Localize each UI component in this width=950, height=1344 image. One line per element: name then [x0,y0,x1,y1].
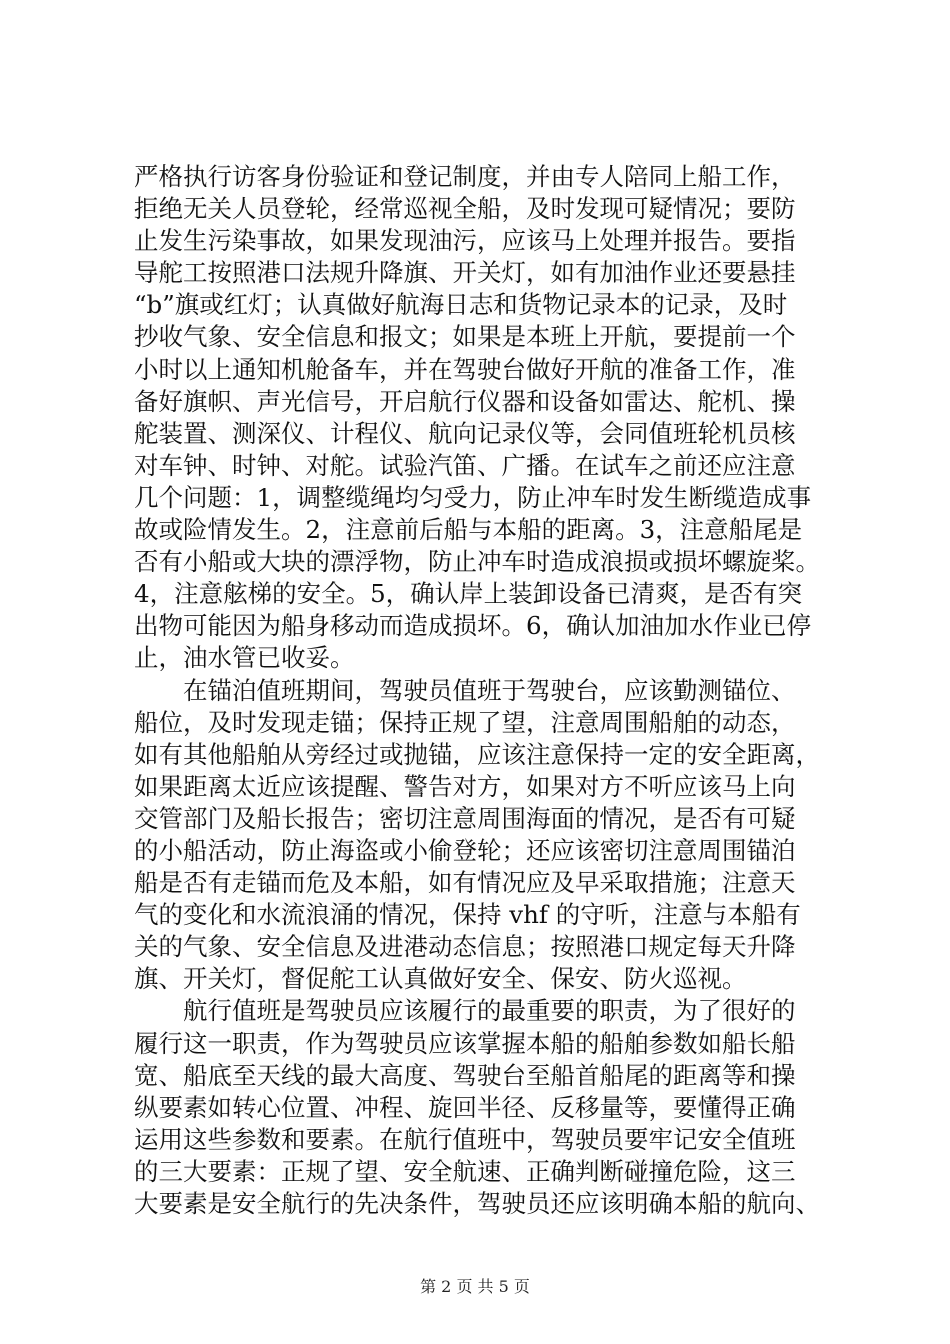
text-line: 备好旗帜、声光信号，开启航行仪器和设备如雷达、舵机、操 [134,386,796,416]
page-footer: 第 2 页 共 5 页 [420,1277,530,1296]
text-line: 对车钟、时钟、对舵。试验汽笛、广播。在试车之前还应注意 [134,450,796,480]
text-line: 止发生污染事故，如果发现油污，应该马上处理并报告。要指 [134,226,796,256]
text-line: 否有小船或大块的漂浮物，防止冲车时造成浪损或损坏螺旋桨。 [134,547,820,577]
text-line: 几个问题：1，调整缆绳均匀受力，防止冲车时发生断缆造成事 [134,482,812,512]
text-line: 在锚泊值班期间，驾驶员值班于驾驶台，应该勤测锚位、 [134,675,796,705]
text-line: 舵装置、测深仪、计程仪、航向记录仪等，会同值班轮机员核 [134,418,796,448]
text-line: 拒绝无关人员登轮，经常巡视全船，及时发现可疑情况；要防 [134,194,796,224]
text-line: 抄收气象、安全信息和报文；如果是本班上开航，要提前一个 [134,322,796,352]
text-line: 大要素是安全航行的先决条件，驾驶员还应该明确本船的航向、 [134,1189,820,1218]
text-line: 小时以上通知机舱备车，并在驾驶台做好开航的准备工作，准 [134,354,796,384]
text-line: 止，油水管已收妥。 [134,643,355,673]
text-line: 运用这些参数和要素。在航行值班中，驾驶员要牢记安全值班 [134,1124,796,1154]
text-line: 宽、船底至天线的最大高度、驾驶台至船首船尾的距离等和操 [134,1060,796,1090]
text-line: 严格执行访客身份验证和登记制度，并由专人陪同上船工作， [134,162,796,191]
text-line: 交管部门及船长报告；密切注意周围海面的情况，是否有可疑 [134,803,796,833]
text-line: 的三大要素：正规了望、安全航速、正确判断碰撞危险，这三 [134,1156,796,1186]
text-line: 出物可能因为船身移动而造成损坏。6，确认加油加水作业已停 [134,611,812,641]
text-line: 航行值班是驾驶员应该履行的最重要的职责，为了很好的 [134,996,796,1026]
text-line: 故或险情发生。2，注意前后船与本船的距离。3，注意船尾是 [134,515,803,545]
text-line: 的小船活动，防止海盗或小偷登轮；还应该密切注意周围锚泊 [134,835,796,865]
text-line: 气的变化和水流浪涌的情况，保持 vhf 的守听，注意与本船有 [134,900,801,930]
text-line: 船位，及时发现走锚；保持正规了望，注意周围船舶的动态， [134,707,796,737]
text-line: 导舵工按照港口法规升降旗、开关灯，如有加油作业还要悬挂 [134,258,796,288]
text-line: 旗、开关灯，督促舵工认真做好安全、保安、防火巡视。 [134,964,747,994]
text-line: “b”旗或红灯；认真做好航海日志和货物记录本的记录，及时 [134,290,788,320]
text-line: 4，注意舷梯的安全。5，确认岸上装卸设备已清爽，是否有突 [134,579,803,609]
document-body [134,161,824,1220]
text-line: 如有其他船舶从旁经过或抛锚，应该注意保持一定的安全距离， [134,739,820,769]
text-line: 纵要素如转心位置、冲程、旋回半径、反移量等，要懂得正确 [134,1092,796,1122]
text-line: 船是否有走锚而危及本船，如有情况应及早采取措施；注意天 [134,868,796,898]
text-line: 关的气象、安全信息及进港动态信息；按照港口规定每天升降 [134,932,796,962]
text-line: 如果距离太近应该提醒、警告对方，如果对方不听应该马上向 [134,771,796,801]
text-line: 履行这一职责，作为驾驶员应该掌握本船的船舶参数如船长船 [134,1028,796,1058]
